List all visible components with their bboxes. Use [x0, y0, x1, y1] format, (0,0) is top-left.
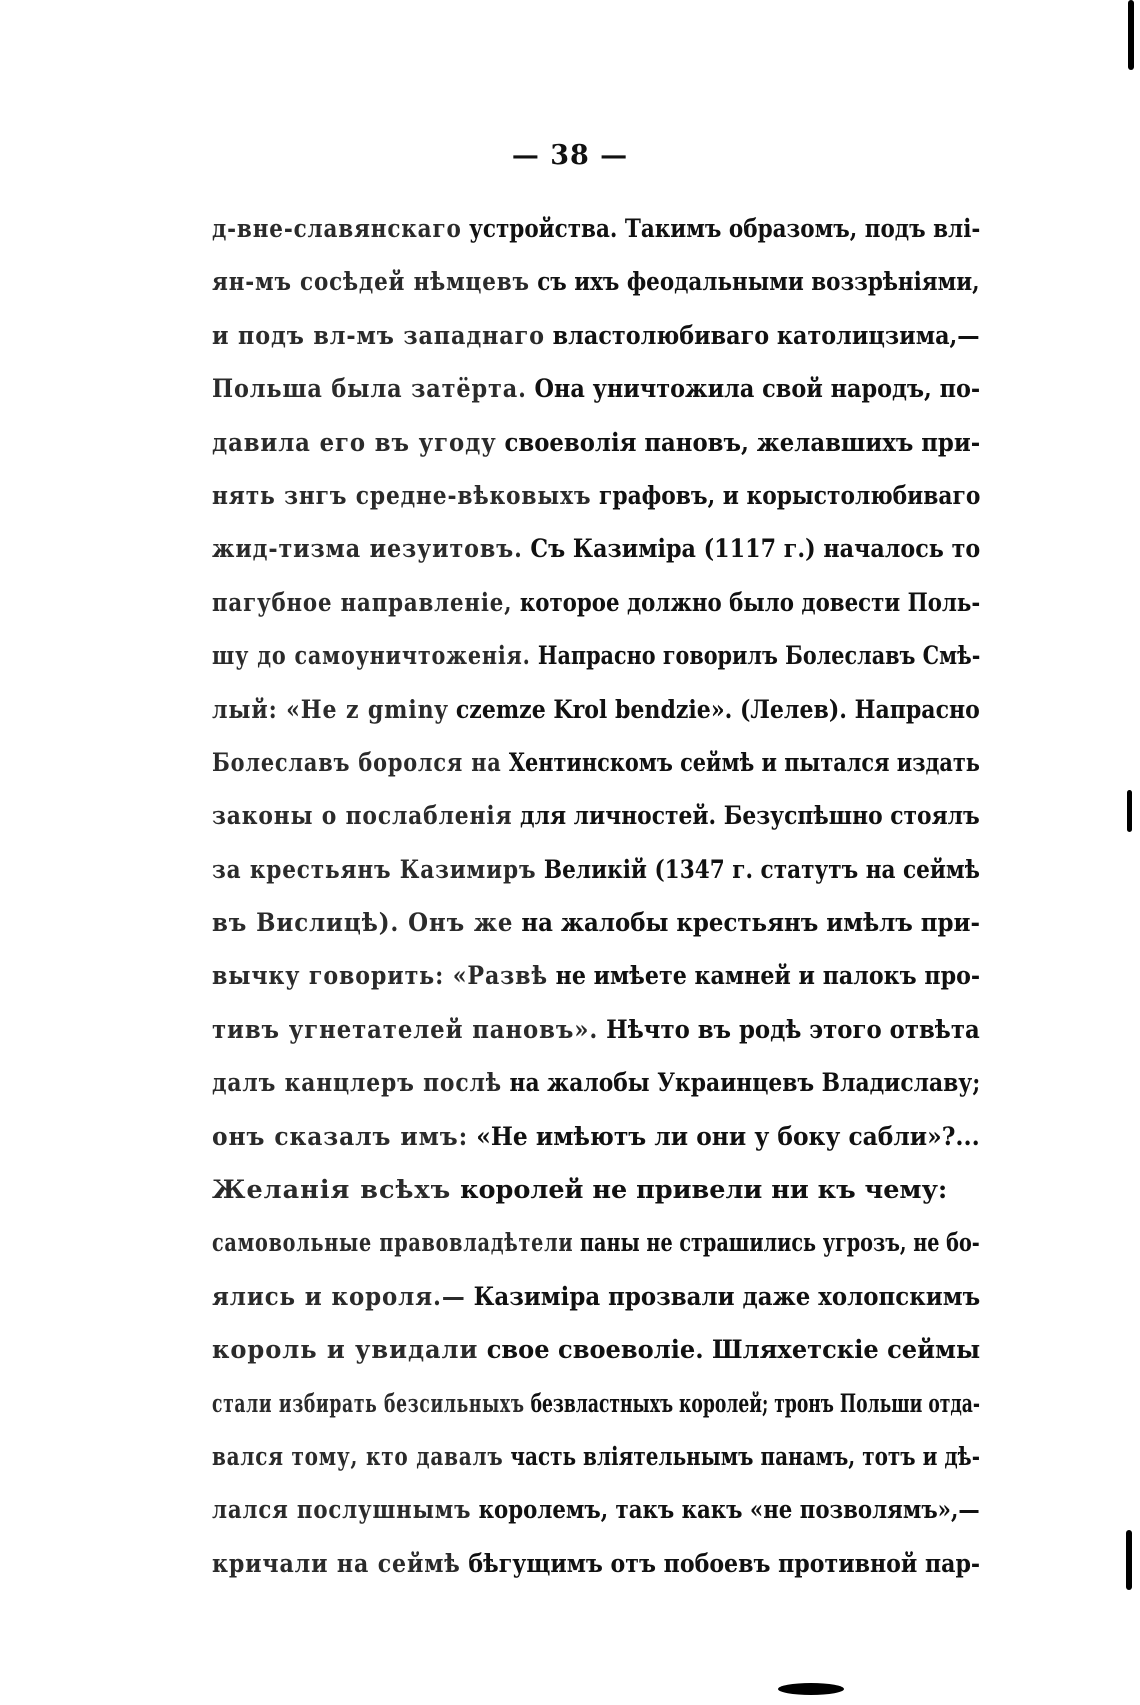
faded-text: нять знгъ средне-вѣковыхъ	[212, 480, 592, 511]
text-line	[212, 684, 980, 737]
line-text: на жалобы крестьянъ имѣлъ при-	[513, 908, 981, 939]
line-text: властолюбиваго католицзима,—	[544, 320, 980, 351]
text-line	[212, 310, 980, 363]
faded-text: вался тому, кто давалъ	[212, 1441, 504, 1472]
text-line	[212, 417, 981, 470]
line-text: на жалобы Украинцевъ Владиславу;	[501, 1068, 981, 1099]
text-line	[212, 790, 980, 843]
faded-text: Польша была затёрта.	[212, 374, 527, 405]
line-text: Она уничтожила свой народъ, по-	[526, 374, 981, 405]
scan-edge-mark	[1126, 1530, 1132, 1590]
faded-text: за крестьянъ Казимиръ	[212, 854, 537, 885]
text-line	[212, 844, 980, 897]
faded-text: онъ сказалъ имъ:	[212, 1121, 469, 1152]
faded-text: жид-тизма иезуитовъ.	[212, 534, 523, 565]
faded-text: д-вне-славянскаго	[212, 214, 462, 244]
line-text: свое своеволіе. Шляхетскіе сеймы	[478, 1335, 981, 1366]
line-text: королемъ, такъ какъ «не позволямъ»,—	[471, 1495, 980, 1526]
faded-text: пагубное направленіе,	[212, 587, 513, 618]
faded-text: Болеславъ боролся на	[212, 747, 502, 778]
faded-text: ялись и короля.—	[212, 1281, 466, 1312]
line-text: не имѣете камней и палокъ про-	[547, 961, 981, 992]
text-line	[212, 950, 981, 1003]
body-text	[212, 203, 980, 1591]
faded-text: кричали на сеймѣ	[212, 1548, 461, 1579]
scan-edge-mark	[1128, 0, 1134, 70]
line-text: Хентинскомъ сеймѣ и пытался издать	[501, 747, 980, 778]
text-line	[212, 1004, 980, 1057]
line-text: бѣгущимъ отъ побоевъ противной пар-	[460, 1548, 981, 1579]
text-line	[212, 897, 981, 950]
text-line	[212, 1164, 980, 1217]
line-text: часть вліятельнымъ панамъ, тотъ и дѣ-	[503, 1441, 981, 1472]
faded-text: король и увидали	[212, 1335, 479, 1366]
text-line	[212, 363, 981, 416]
line-text: «Не имѣютъ ли они у боку сабли»?...	[468, 1121, 980, 1152]
text-line	[212, 1378, 980, 1431]
text-line	[212, 1538, 981, 1591]
text-line	[212, 577, 981, 630]
line-text: устройства. Такимъ образомъ, подъ влі-	[461, 214, 981, 244]
text-line	[212, 203, 981, 256]
line-text: съ ихъ феодальными воззрѣніями,	[529, 267, 980, 298]
faded-text: далъ канцлеръ послѣ	[212, 1068, 502, 1099]
text-line	[212, 1271, 981, 1324]
faded-text: вычку говорить: «Развѣ	[212, 961, 548, 992]
text-line	[212, 1217, 980, 1270]
faded-text: лый: «Не z gminy	[212, 694, 449, 725]
text-line	[212, 1431, 981, 1484]
text-line	[212, 1324, 981, 1377]
line-text: своеволія пановъ, желавшихъ при-	[496, 427, 981, 458]
faded-text: Желанія всѣхъ	[212, 1175, 452, 1206]
text-line	[212, 523, 981, 576]
line-text: королей не привели ни къ чему:	[451, 1175, 948, 1206]
text-line	[212, 630, 981, 683]
line-text: czemze Krol bendzie». (Лелев). Напрасно	[448, 694, 980, 725]
line-text: Напрасно говорилъ Болеславъ Смѣ-	[530, 641, 981, 672]
text-line	[212, 470, 981, 523]
faded-text: законы о послабленія	[212, 801, 513, 832]
line-text: Нѣчто въ родѣ этого отвѣта	[598, 1014, 980, 1045]
scan-edge-mark	[1127, 790, 1132, 832]
line-text: которое должно было довести Поль-	[512, 587, 981, 618]
line-text: Великій (1347 г. статутъ на сеймѣ	[536, 854, 980, 885]
line-text: безвластныхъ королей; тронъ Польши отда-	[524, 1388, 980, 1419]
text-line	[212, 1484, 980, 1537]
faded-text: ян-мъ сосѣдей нѣмцевъ	[212, 267, 530, 298]
faded-text: самовольные правовладѣтели	[212, 1228, 574, 1259]
line-text: для личностей. Безуспѣшно стоялъ	[512, 801, 980, 832]
line-text: Казиміра прозвали даже холопскимъ	[465, 1281, 981, 1312]
faded-text: давила его въ угоду	[212, 427, 497, 458]
text-line	[212, 256, 980, 309]
faded-text: тивъ угнетателей пановъ».	[212, 1014, 599, 1045]
text-line	[212, 1057, 981, 1110]
text-line	[212, 1111, 980, 1164]
faded-text: лался послушнымъ	[212, 1495, 472, 1526]
line-text: паны не страшились угрозъ, не бо-	[573, 1228, 980, 1259]
text-line	[212, 737, 980, 790]
line-text: Съ Казиміра (1117 г.) началось то	[522, 534, 981, 565]
faded-text: и подъ вл-мъ западнаго	[212, 320, 545, 351]
line-text: графовъ, и корыстолюбиваго	[591, 480, 981, 511]
faded-text: стали избирать безсильныхъ	[212, 1388, 525, 1419]
page-number: — 38 —	[511, 140, 629, 171]
scan-artifact	[778, 1683, 844, 1695]
faded-text: шу до самоуничтоженія.	[212, 641, 531, 672]
faded-text: въ Вислицѣ). Онъ же	[212, 908, 514, 939]
